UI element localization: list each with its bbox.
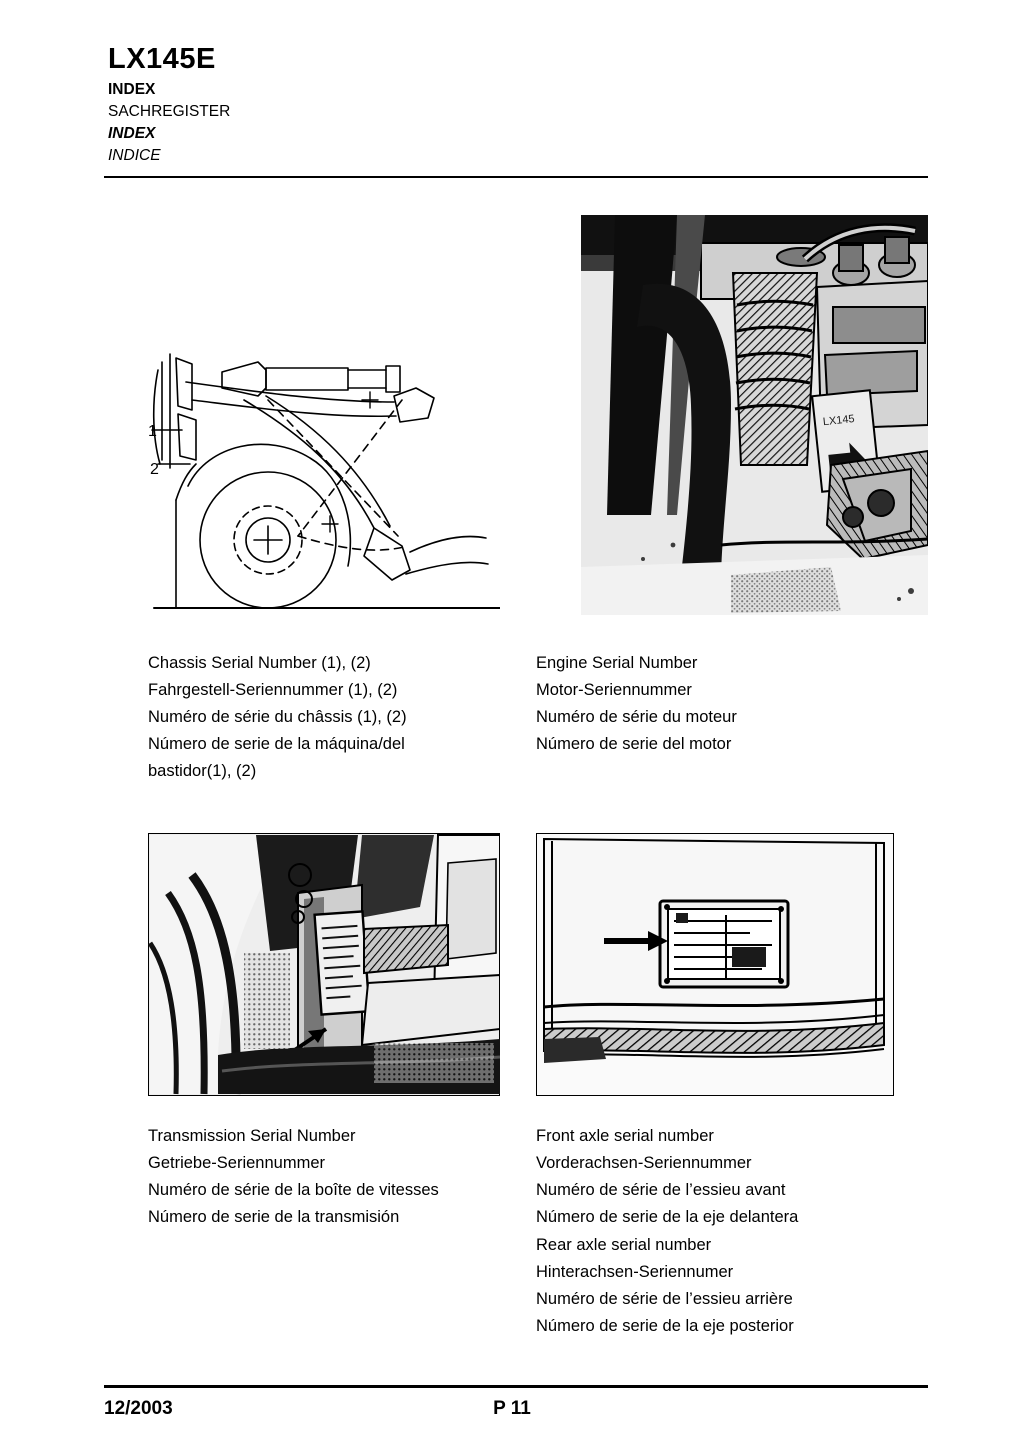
chassis-serial-number-figure <box>148 340 500 620</box>
chassis-caption-es: Número de serie de la máquina/del <box>148 734 405 753</box>
rear-axle-caption-en: Rear axle serial number <box>536 1236 712 1254</box>
axle-serial-number-figure <box>536 833 894 1096</box>
svg-text:1: 1 <box>148 423 157 440</box>
front-axle-caption-es: Número de serie de la eje delantera <box>536 1207 799 1226</box>
engine-caption-fr: Numéro de série du moteur <box>536 707 737 726</box>
rear-axle-caption-es: Número de serie de la eje posterior <box>536 1316 794 1335</box>
rear-axle-caption-de: Hinterachsen-Seriennumer <box>536 1262 734 1281</box>
engine-serial-number-figure <box>581 215 928 615</box>
transmission-caption-en: Transmission Serial Number <box>148 1127 356 1145</box>
svg-text:LX145: LX145 <box>822 413 856 429</box>
footer-divider <box>104 1385 928 1388</box>
front-axle-caption-en: Front axle serial number <box>536 1127 714 1145</box>
transmission-serial-number-figure <box>148 833 500 1096</box>
front-axle-caption-de: Vorderachsen-Seriennummer <box>536 1153 752 1172</box>
header-index-de: SACHREGISTER <box>108 103 231 121</box>
page-header <box>108 44 928 167</box>
transmission-caption-es: Número de serie de la transmisión <box>148 1207 400 1226</box>
front-axle-caption <box>536 1123 926 1231</box>
engine-caption <box>536 650 916 758</box>
chassis-caption-en: Chassis Serial Number (1), (2) <box>148 654 371 672</box>
header-index-es: INDICE <box>108 147 161 165</box>
model-title: LX145E <box>108 43 216 75</box>
chassis-caption-de: Fahrgestell-Seriennummer (1), (2) <box>148 680 398 699</box>
engine-caption-de: Motor-Seriennummer <box>536 680 692 699</box>
transmission-caption <box>148 1123 538 1231</box>
transmission-caption-de: Getriebe-Seriennummer <box>148 1153 325 1172</box>
engine-caption-en: Engine Serial Number <box>536 654 698 672</box>
rear-axle-caption-fr: Numéro de série de l’essieu arrière <box>536 1289 793 1308</box>
transmission-caption-fr: Numéro de série de la boîte de vitesses <box>148 1180 439 1199</box>
header-index-fr: INDEX <box>108 125 156 143</box>
header-divider <box>104 176 928 178</box>
header-index-en: INDEX <box>108 81 156 99</box>
rear-axle-caption <box>536 1232 926 1340</box>
chassis-caption-es-cont: bastidor(1), (2) <box>148 761 257 780</box>
page-number: P 11 <box>493 1398 531 1419</box>
front-axle-caption-fr: Numéro de série de l’essieu avant <box>536 1180 786 1199</box>
engine-caption-es: Número de serie del motor <box>536 734 732 753</box>
footer-date: 12/2003 <box>104 1398 173 1419</box>
svg-text:2: 2 <box>150 461 159 478</box>
chassis-caption-fr: Numéro de série du châssis (1), (2) <box>148 707 407 726</box>
chassis-caption <box>148 650 518 784</box>
